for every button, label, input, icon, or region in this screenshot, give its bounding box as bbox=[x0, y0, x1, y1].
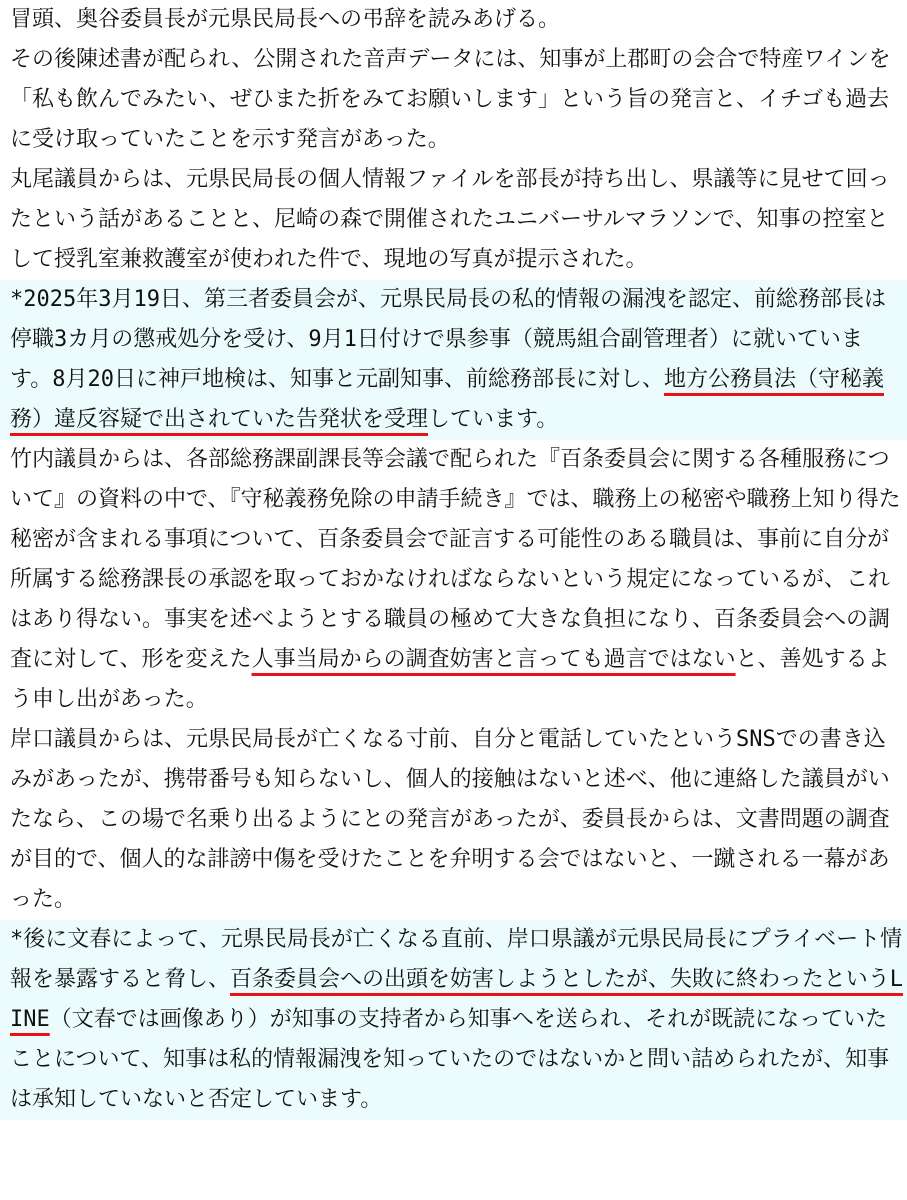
text-span: 丸尾議員からは、元県民局長の個人情報ファイルを部長が持ち出し、県議等に見せて回ったという話があることと、尼崎の森で開催されたユニバーサルマラソンで、知事の控室として授乳室兼救護室が使われた件で、現地の写真が提示された。 bbox=[10, 167, 890, 272]
text-span: 竹内議員からは、各部総務課副課長等会議で配られた『百条委員会に関する各種服務について』の資料の中で、『守秘義務免除の申請手続き』では、職務上の秘密や職務上知り得た秘密が含まれる事項について、百条委員会で証言する可能性のある職員は、事前に自分が所属する総務課長の承認を取っておかなければならないという規定になっているが、これはあり得ない。事実を述べようとする職員の極めて大きな負担になり、百条委員会への調査に対して、形を変えた bbox=[10, 447, 901, 672]
text-span: （文春では画像あり）が知事の支持者から知事へを送られ、それが既読になっていたことについて、知事は私的情報漏洩を知っていたのではないかと問い詰められたが、知事は承知していないと否定しています。 bbox=[10, 1007, 890, 1112]
text-span: しています。 bbox=[428, 407, 559, 432]
note-bunshun bbox=[0, 920, 907, 1120]
underlined-text: 人事当局からの調査妨害と言っても過言ではない bbox=[251, 647, 736, 672]
underlined-text: 百条委員会への出頭を妨害しようとしたが、失敗に終わったというLINE bbox=[10, 967, 904, 1032]
text-span: その後陳述書が配られ、公開された音声データには、知事が上郡町の会合で特産ワインを「私も飲んでみたい、ぜひまた折をみてお願いします」という旨の発言と、イチゴも過去に受け取っていたことを示す発言があった。 bbox=[10, 47, 891, 152]
text-span: と、善処するよう申し出があった。 bbox=[10, 647, 890, 712]
text-span: 岸口議員からは、元県民局長が亡くなる寸前、自分と電話していたというSNSでの書き込みがあったが、携帯番号も知らないし、個人的接触はないと述べ、他に連絡した議員がいたなら、この場で名乗り出るようにとの発言があったが、委員長からは、文書問題の調査が目的で、個人的な誹謗中傷を受けたことを弁明する会ではないと、一蹴される一幕があった。 bbox=[10, 727, 890, 912]
text-span: 冒頭、奥谷委員長が元県民局長への弔辞を読みあげる。 bbox=[10, 7, 561, 32]
paragraph-maruo bbox=[0, 160, 907, 280]
note-third-party-committee bbox=[0, 280, 907, 440]
paragraph-kishiguchi bbox=[0, 720, 907, 920]
text-span: *2025年3月19日、第三者委員会が、元県民局長の私的情報の漏洩を認定、前総務部長は停職3カ月の懲戒処分を受け、9月1日付けで県参事（競馬組合副管理者）に就いています。8月20日に神戸地検は、知事と元副知事、前総務部長に対し、 bbox=[10, 287, 886, 392]
text-span: *後に文春によって、元県民局長が亡くなる直前、岸口県議が元県民局長にプライベート情報を暴露すると脅し、 bbox=[10, 927, 903, 992]
paragraph-takeuchi bbox=[0, 440, 907, 720]
paragraph-opening bbox=[0, 0, 907, 40]
paragraph-audio-data bbox=[0, 40, 907, 160]
underlined-text: 地方公務員法（守秘義務）違反容疑で出されていた告発状を受理 bbox=[10, 367, 884, 432]
